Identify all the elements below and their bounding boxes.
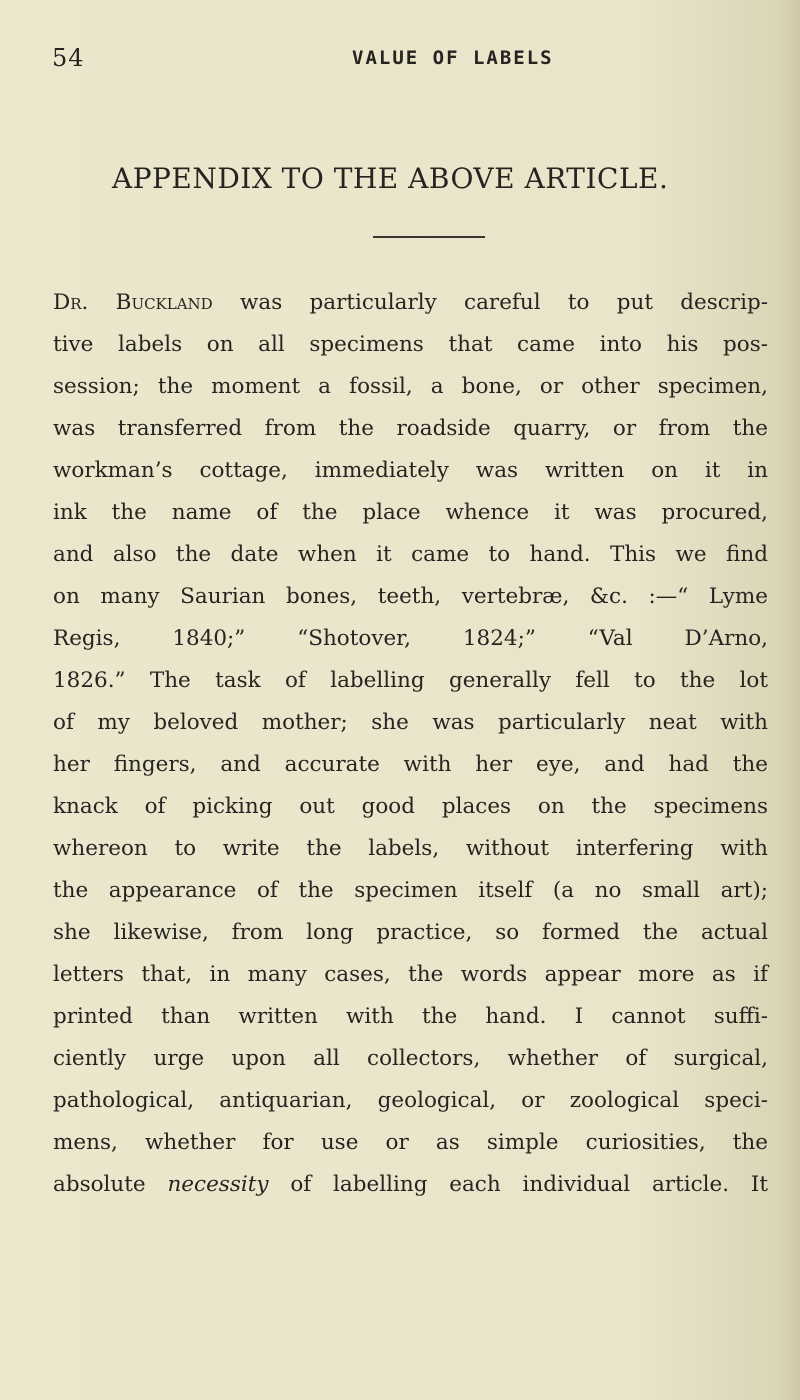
text-line-content: was particularly careful to put descrip-	[212, 290, 768, 315]
running-head	[52, 44, 760, 74]
text-line	[53, 282, 768, 324]
body-paragraph	[53, 282, 768, 1206]
text-line: ciently urge upon all collectors, whether of surgical,	[53, 1046, 768, 1071]
text-line: her fingers, and accurate with her eye, and had the	[53, 752, 768, 777]
section-title: APPENDIX TO THE ABOVE ARTICLE.	[112, 162, 669, 195]
text-line-start: absolute	[53, 1172, 168, 1197]
text-line-end: of labelling each individual article. It	[268, 1172, 768, 1197]
text-line: ink the name of the place whence it was procured,	[53, 500, 768, 525]
running-title: VALUE OF LABELS	[352, 47, 554, 69]
page-number: 54	[52, 44, 85, 72]
author-name: Dr. Buckland	[53, 290, 213, 315]
text-line: whereon to write the labels, without interfering with	[53, 836, 768, 861]
text-line: was transferred from the roadside quarry, or from the	[53, 416, 768, 441]
text-line: the appearance of the specimen itself (a no small art);	[53, 878, 768, 903]
text-line: tive labels on all specimens that came into his pos-	[53, 332, 768, 357]
text-line: of my beloved mother; she was particularly neat with	[53, 710, 768, 735]
text-line: 1826.” The task of labelling generally fell to the lot	[53, 668, 768, 693]
text-line: workman’s cottage, immediately was written on it in	[53, 458, 768, 483]
divider-rule	[373, 236, 485, 238]
text-line: session; the moment a fossil, a bone, or other specimen,	[53, 374, 768, 399]
text-line: she likewise, from long practice, so formed the actual	[53, 920, 768, 945]
text-line: letters that, in many cases, the words appear more as if	[53, 962, 768, 987]
text-line: knack of picking out good places on the specimens	[53, 794, 768, 819]
text-line: pathological, antiquarian, geological, or zoological speci-	[53, 1088, 768, 1113]
text-line: Regis, 1840;” “Shotover, 1824;” “Val D’Arno,	[53, 626, 768, 651]
emphasized-word: necessity	[167, 1172, 269, 1197]
text-line: mens, whether for use or as simple curiosities, the	[53, 1130, 768, 1155]
text-line: printed than written with the hand. I cannot suffi-	[53, 1004, 768, 1029]
text-line	[53, 1164, 768, 1206]
text-line: on many Saurian bones, teeth, vertebræ, &c. :—“ Lyme	[53, 584, 768, 609]
text-line: and also the date when it came to hand. This we find	[53, 542, 768, 567]
